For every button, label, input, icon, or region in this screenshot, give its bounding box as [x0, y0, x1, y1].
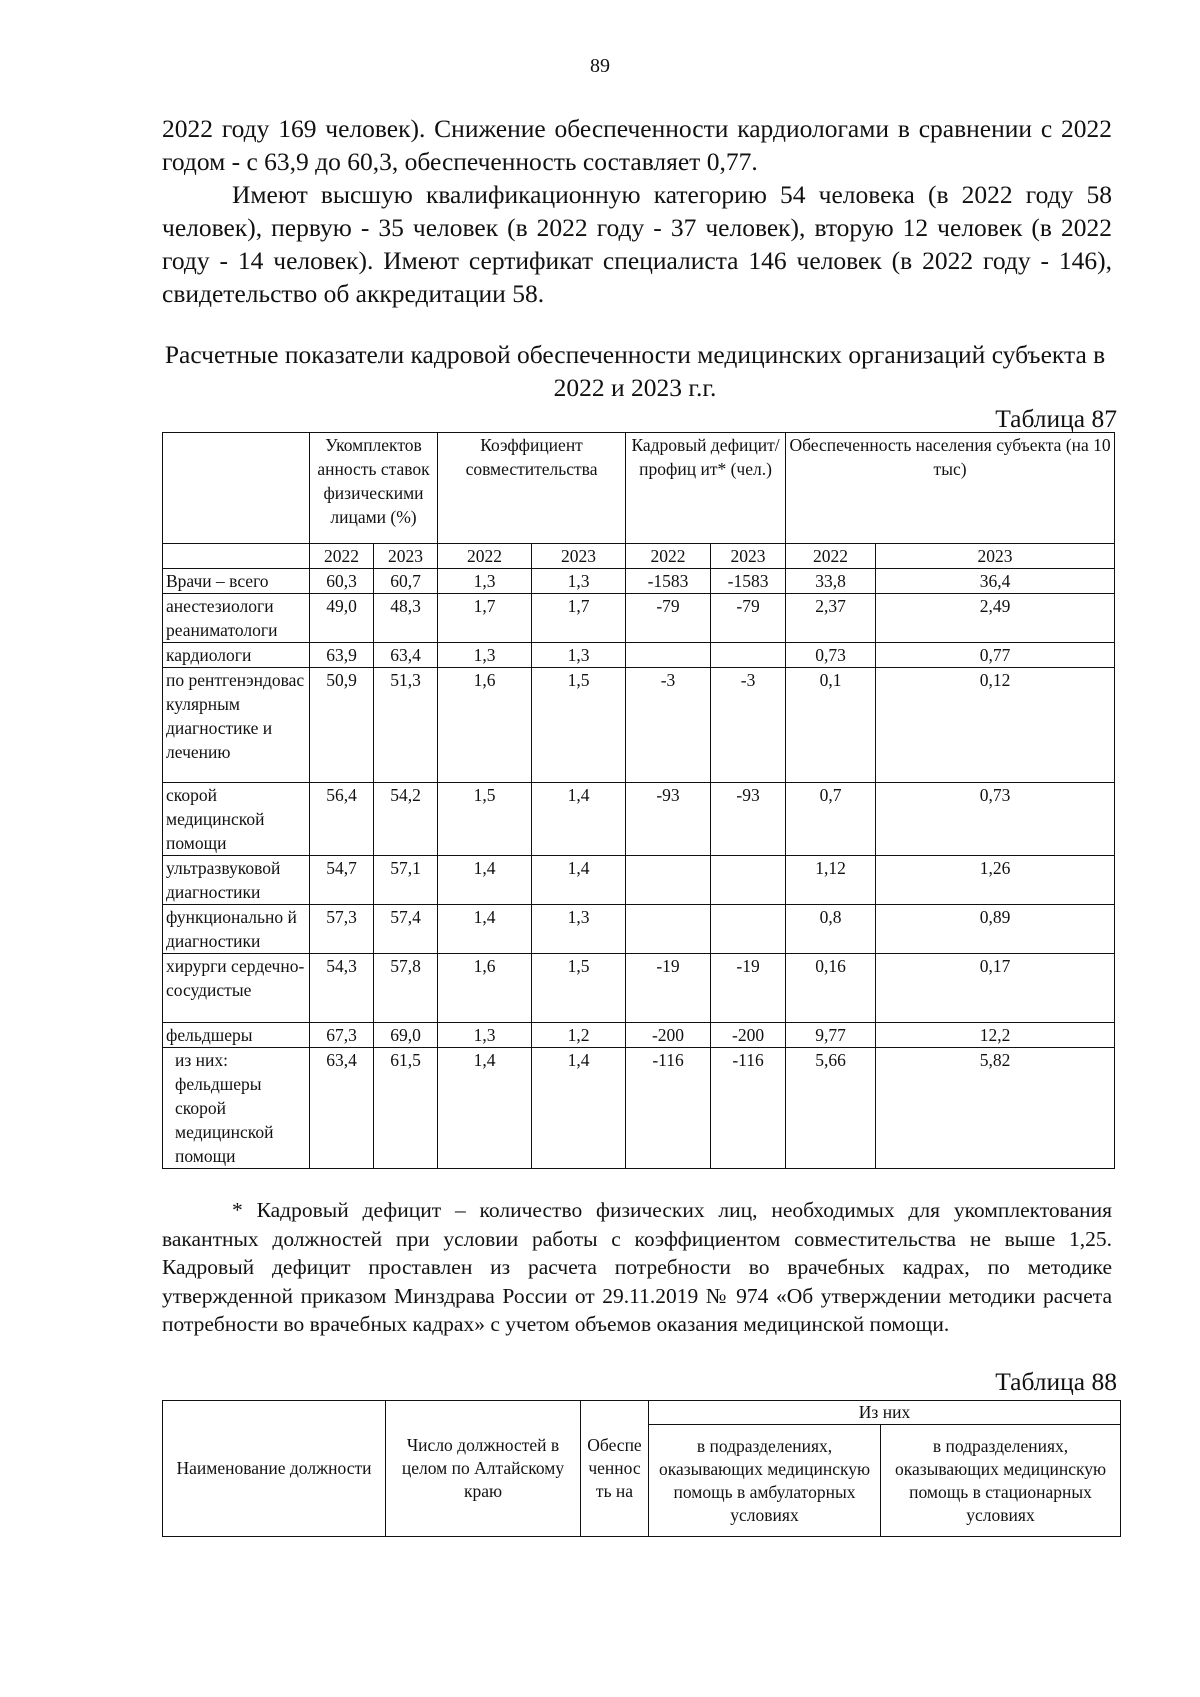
- table-cell: 1,3: [532, 905, 626, 954]
- header-provision: Обеспеченность населения субъекта (на 10 тыс): [786, 433, 1115, 544]
- table-cell: 9,77: [786, 1023, 876, 1048]
- table-cell: -200: [711, 1023, 786, 1048]
- table-cell: 49,0: [310, 594, 374, 643]
- table-87: [162, 432, 1115, 1169]
- table-cell: 36,4: [876, 569, 1115, 594]
- year-header-cell: 2023: [711, 544, 786, 569]
- table-cell: 0,77: [876, 643, 1115, 668]
- header-of-which: Из них: [649, 1401, 1121, 1425]
- table-cell: 57,4: [374, 905, 438, 954]
- footnote-text: * Кадровый дефицит – количество физических лиц, необходимых для укомплектования вакантных должностей при условии работы с коэффициентом совместительства не выше 1,25. Кадровый дефицит проставлен из расчета потребности во врачебных кадрах, по методике утвержденной приказом Минздрава России от 29.11.2019 № 974 «Об утверждении методики расчета потребности во врачебных кадрах» с учетом объемов оказания медицинской помощи.: [162, 1198, 1112, 1336]
- row-label: скорой медицинской помощи: [163, 783, 310, 856]
- year-header-cell: 2023: [876, 544, 1115, 569]
- table-cell: -93: [711, 783, 786, 856]
- table-row: [163, 1048, 1115, 1169]
- header-staffing: Укомплектов анность ставок физическими лицами (%): [310, 433, 438, 544]
- row-label: по рентгенэндовас кулярным диагностике и лечению: [163, 668, 310, 783]
- body-text: [162, 112, 1112, 310]
- year-header-cell: 2022: [310, 544, 374, 569]
- table-cell: 54,2: [374, 783, 438, 856]
- table-cell: 1,3: [438, 643, 532, 668]
- table-cell: -1583: [626, 569, 711, 594]
- table-cell: [626, 643, 711, 668]
- empty-header-cell: [163, 544, 310, 569]
- table-cell: 5,82: [876, 1048, 1115, 1169]
- table-cell: 0,8: [786, 905, 876, 954]
- table-row: [163, 668, 1115, 783]
- table-cell: 48,3: [374, 594, 438, 643]
- table-cell: -79: [711, 594, 786, 643]
- table-cell: 1,2: [532, 1023, 626, 1048]
- table-row: [163, 783, 1115, 856]
- table-cell: 1,5: [438, 783, 532, 856]
- table-cell: 1,4: [532, 783, 626, 856]
- table-87-body: [163, 433, 1115, 1169]
- table-cell: 50,9: [310, 668, 374, 783]
- table-cell: 69,0: [374, 1023, 438, 1048]
- table-cell: 0,73: [786, 643, 876, 668]
- table-cell: -116: [711, 1048, 786, 1169]
- table-cell: 1,3: [532, 569, 626, 594]
- table-cell: 1,4: [438, 856, 532, 905]
- header-inpatient: в подразделениях, оказывающих медицинскую помощь в стационарных условиях: [881, 1425, 1121, 1537]
- table-cell: 1,7: [438, 594, 532, 643]
- table-cell: 0,7: [786, 783, 876, 856]
- table-cell: 63,9: [310, 643, 374, 668]
- row-label: анестезиологи реаниматологи: [163, 594, 310, 643]
- table-cell: -1583: [711, 569, 786, 594]
- row-label: Врачи – всего: [163, 569, 310, 594]
- table-cell: 54,3: [310, 954, 374, 1023]
- table-cell: 1,6: [438, 668, 532, 783]
- table-cell: 56,4: [310, 783, 374, 856]
- table-cell: 1,4: [438, 1048, 532, 1169]
- table-cell: 0,89: [876, 905, 1115, 954]
- table-cell: 1,3: [438, 569, 532, 594]
- table-cell: 5,66: [786, 1048, 876, 1169]
- table-row: [163, 856, 1115, 905]
- table-cell: 2,49: [876, 594, 1115, 643]
- table-cell: 1,4: [438, 905, 532, 954]
- year-header-cell: 2022: [626, 544, 711, 569]
- header-deficit: Кадровый дефицит/профиц ит* (чел.): [626, 433, 786, 544]
- table-87-title: Расчетные показатели кадровой обеспеченности медицинских организаций субъекта в 2022 и 2023 г.г.: [164, 340, 1106, 402]
- table-row: [163, 569, 1115, 594]
- header-ambulatory: в подразделениях, оказывающих медицинскую помощь в амбулаторных условиях: [649, 1425, 881, 1537]
- table-cell: [711, 643, 786, 668]
- table-cell: 1,6: [438, 954, 532, 1023]
- table-cell: 57,3: [310, 905, 374, 954]
- table-cell: -93: [626, 783, 711, 856]
- year-header-cell: 2022: [438, 544, 532, 569]
- table-cell: -3: [626, 668, 711, 783]
- table-cell: 12,2: [876, 1023, 1115, 1048]
- table-cell: 60,7: [374, 569, 438, 594]
- table-cell: -3: [711, 668, 786, 783]
- table-87-label: Таблица 87: [995, 404, 1117, 433]
- table-cell: 1,5: [532, 954, 626, 1023]
- footnote: [162, 1196, 1112, 1339]
- table-cell: 1,12: [786, 856, 876, 905]
- year-header-cell: 2023: [374, 544, 438, 569]
- header-coefficient: Коэффициент совместительства: [438, 433, 626, 544]
- row-label: фельдшеры: [163, 1023, 310, 1048]
- table-cell: 57,1: [374, 856, 438, 905]
- paragraph: 2022 году 169 человек). Снижение обеспеченности кардиологами в сравнении с 2022 годом - с 63,9 до 60,3, обеспеченность составляет 0,77.: [162, 114, 1112, 176]
- table-cell: 60,3: [310, 569, 374, 594]
- table-cell: [626, 905, 711, 954]
- table-cell: 1,5: [532, 668, 626, 783]
- table-cell: 0,16: [786, 954, 876, 1023]
- page-number: 89: [590, 55, 610, 77]
- table-88-label: Таблица 88: [995, 1367, 1117, 1396]
- table-cell: [626, 856, 711, 905]
- table-cell: 61,5: [374, 1048, 438, 1169]
- header-staffing-level: Обеспе ченнос ть на: [581, 1401, 649, 1537]
- table-cell: 33,8: [786, 569, 876, 594]
- table-cell: 1,4: [532, 1048, 626, 1169]
- table-cell: -200: [626, 1023, 711, 1048]
- table-cell: 1,3: [438, 1023, 532, 1048]
- table-cell: 0,12: [876, 668, 1115, 783]
- table-row: [163, 954, 1115, 1023]
- header-position-name: Наименование должности: [163, 1401, 386, 1537]
- table-cell: 1,4: [532, 856, 626, 905]
- table-cell: -79: [626, 594, 711, 643]
- year-header-cell: 2022: [786, 544, 876, 569]
- table-cell: [711, 905, 786, 954]
- header-position-count: Число должностей в целом по Алтайскому краю: [386, 1401, 581, 1537]
- table-cell: 1,26: [876, 856, 1115, 905]
- table-cell: 63,4: [374, 643, 438, 668]
- table-cell: [711, 856, 786, 905]
- table-row: [163, 643, 1115, 668]
- table-cell: 0,1: [786, 668, 876, 783]
- table-row: [163, 594, 1115, 643]
- row-label: кардиологи: [163, 643, 310, 668]
- table-cell: 54,7: [310, 856, 374, 905]
- table-cell: 1,7: [532, 594, 626, 643]
- table-cell: 63,4: [310, 1048, 374, 1169]
- row-label: функционально й диагностики: [163, 905, 310, 954]
- table-cell: 2,37: [786, 594, 876, 643]
- row-label: из них: фельдшеры скорой медицинской помощи: [163, 1048, 310, 1169]
- table-cell: 51,3: [374, 668, 438, 783]
- row-label: хирурги сердечно-сосудистые: [163, 954, 310, 1023]
- table-cell: 67,3: [310, 1023, 374, 1048]
- table-row: [163, 905, 1115, 954]
- table-cell: -116: [626, 1048, 711, 1169]
- year-header-cell: 2023: [532, 544, 626, 569]
- table-cell: 1,3: [532, 643, 626, 668]
- table-cell: -19: [626, 954, 711, 1023]
- table-cell: 0,73: [876, 783, 1115, 856]
- table-cell: 57,8: [374, 954, 438, 1023]
- empty-header-cell: [163, 433, 310, 544]
- table-row: [163, 1023, 1115, 1048]
- row-label: ультразвуковой диагностики: [163, 856, 310, 905]
- table-cell: 0,17: [876, 954, 1115, 1023]
- table-cell: -19: [711, 954, 786, 1023]
- paragraph: Имеют высшую квалификационную категорию 54 человека (в 2022 году 58 человек), первую - 35 человек (в 2022 году - 37 человек), вторую 12 человек (в 2022 году - 14 человек). Имеют сертификат специалиста 146 человек (в 2022 году - 146), свидетельство об аккредитации 58.: [162, 180, 1112, 308]
- table-88: [162, 1400, 1121, 1537]
